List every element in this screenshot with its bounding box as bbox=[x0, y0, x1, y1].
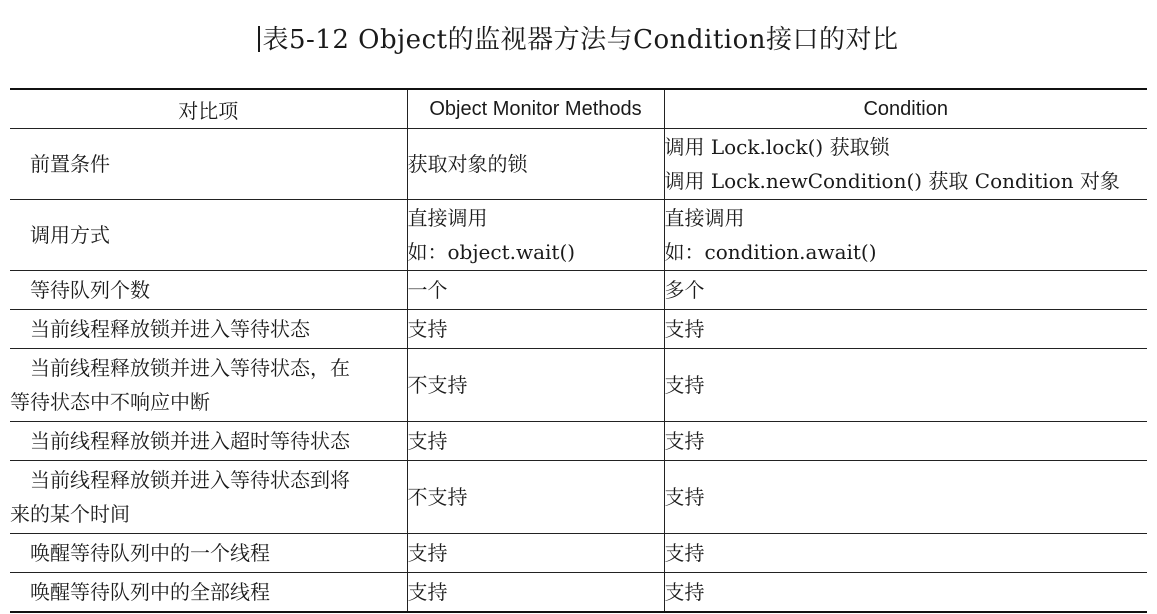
table-row bbox=[10, 349, 1147, 422]
feature-cell bbox=[10, 349, 407, 422]
condition-cell bbox=[664, 461, 1147, 534]
feature-line: 来的某个时间 bbox=[10, 502, 130, 526]
object-line: 支持 bbox=[407, 429, 448, 453]
object-line: 不支持 bbox=[407, 373, 468, 397]
feature-line: 当前线程释放锁并进入等待状态到将 bbox=[30, 468, 350, 492]
condition-line: 调用 Lock.lock() 获取锁 bbox=[664, 135, 890, 159]
feature-line: 等待状态中不响应中断 bbox=[10, 390, 210, 414]
condition-cell bbox=[664, 271, 1147, 310]
condition-line: 支持 bbox=[664, 373, 705, 397]
feature-line: 当前线程释放锁并进入超时等待状态 bbox=[30, 429, 350, 453]
feature-cell bbox=[10, 271, 407, 310]
table-row bbox=[10, 461, 1147, 534]
table-row bbox=[10, 310, 1147, 349]
condition-line: 支持 bbox=[664, 317, 705, 341]
object-cell bbox=[407, 200, 664, 271]
condition-line: 支持 bbox=[664, 580, 705, 604]
feature-line: 唤醒等待队列中的全部线程 bbox=[30, 580, 270, 604]
feature-line: 唤醒等待队列中的一个线程 bbox=[30, 541, 270, 565]
caption-bar bbox=[258, 26, 260, 52]
object-line: 支持 bbox=[407, 541, 448, 565]
header-feature: 对比项 bbox=[10, 89, 407, 129]
feature-cell bbox=[10, 534, 407, 573]
object-cell bbox=[407, 422, 664, 461]
object-cell bbox=[407, 129, 664, 200]
feature-line: 调用方式 bbox=[30, 223, 110, 247]
object-line: 支持 bbox=[407, 317, 448, 341]
feature-cell bbox=[10, 422, 407, 461]
table-caption bbox=[0, 20, 1157, 60]
caption-text: 表5-12 Object的监视器方法与Condition接口的对比 bbox=[262, 25, 899, 55]
feature-line: 等待队列个数 bbox=[30, 278, 150, 302]
object-cell bbox=[407, 534, 664, 573]
condition-cell bbox=[664, 534, 1147, 573]
feature-cell bbox=[10, 461, 407, 534]
feature-line: 当前线程释放锁并进入等待状态 bbox=[30, 317, 310, 341]
header-row bbox=[10, 89, 1147, 129]
table-row bbox=[10, 573, 1147, 613]
condition-line: 如：condition.await() bbox=[664, 240, 877, 264]
condition-cell bbox=[664, 422, 1147, 461]
condition-cell bbox=[664, 129, 1147, 200]
condition-line: 调用 Lock.newCondition() 获取 Condition 对象 bbox=[664, 169, 1120, 193]
object-line: 不支持 bbox=[407, 485, 468, 509]
condition-cell bbox=[664, 573, 1147, 613]
object-cell bbox=[407, 271, 664, 310]
object-line: 如：object.wait() bbox=[407, 240, 576, 264]
feature-cell bbox=[10, 200, 407, 271]
condition-line: 多个 bbox=[664, 278, 705, 302]
feature-cell bbox=[10, 310, 407, 349]
condition-cell bbox=[664, 349, 1147, 422]
feature-line: 当前线程释放锁并进入等待状态，在 bbox=[30, 356, 350, 380]
table-row bbox=[10, 271, 1147, 310]
condition-cell bbox=[664, 200, 1147, 271]
feature-cell bbox=[10, 129, 407, 200]
object-cell bbox=[407, 349, 664, 422]
table-row bbox=[10, 129, 1147, 200]
table-row bbox=[10, 534, 1147, 573]
condition-line: 支持 bbox=[664, 485, 705, 509]
object-line: 直接调用 bbox=[407, 206, 488, 230]
object-cell bbox=[407, 573, 664, 613]
object-cell bbox=[407, 461, 664, 534]
comparison-table bbox=[10, 88, 1147, 613]
condition-cell bbox=[664, 310, 1147, 349]
object-line: 获取对象的锁 bbox=[407, 152, 528, 176]
feature-line: 前置条件 bbox=[30, 152, 110, 176]
table-row bbox=[10, 422, 1147, 461]
condition-line: 直接调用 bbox=[664, 206, 745, 230]
table-row bbox=[10, 200, 1147, 271]
object-cell bbox=[407, 310, 664, 349]
object-line: 一个 bbox=[407, 278, 448, 302]
header-condition: Condition bbox=[664, 89, 1147, 129]
condition-line: 支持 bbox=[664, 429, 705, 453]
feature-cell bbox=[10, 573, 407, 613]
object-line: 支持 bbox=[407, 580, 448, 604]
condition-line: 支持 bbox=[664, 541, 705, 565]
header-object-monitor-methods: Object Monitor Methods bbox=[407, 89, 664, 129]
